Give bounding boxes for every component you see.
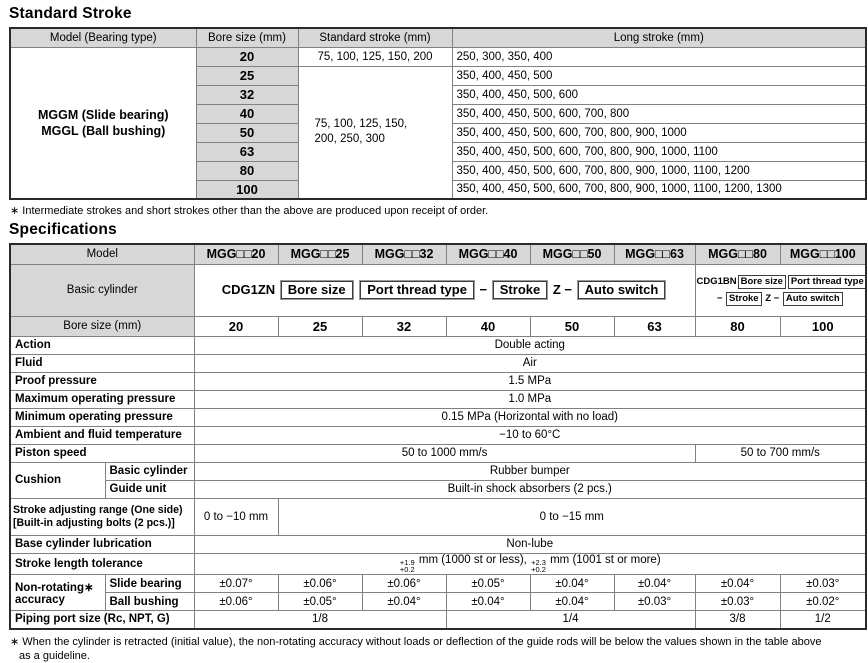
spec-sublabel-cushion-basic: Basic cylinder <box>105 462 194 480</box>
spec-label-model: Model <box>10 244 194 264</box>
tolerance-mid: mm (1000 st or less), <box>418 553 527 566</box>
spec-label-tolerance: Stroke length tolerance <box>10 553 194 575</box>
accuracy-cell: ±0.04° <box>695 575 780 593</box>
spec-row-tolerance <box>10 553 866 575</box>
order-dash: − <box>479 282 488 297</box>
col-header-model: Model (Bearing type) <box>10 28 196 47</box>
standard-stroke-line1: 75, 100, 125, 150, <box>314 118 408 131</box>
model-header-cell: MGG□□40 <box>446 244 530 264</box>
spec-basic-cylinder-row <box>10 264 866 316</box>
long-stroke-cell: 350, 400, 450, 500, 600, 700, 800, 900, 1000, 1100, 1200, 1300 <box>452 180 866 199</box>
spec-label-fluid: Fluid <box>10 354 194 372</box>
bore-value-cell: 40 <box>446 316 530 336</box>
tolerance-stack-2 <box>531 559 546 575</box>
order-z-dash-small: Z − <box>765 293 780 304</box>
spec-value-lubrication: Non-lube <box>194 535 866 553</box>
long-stroke-cell: 350, 400, 450, 500, 600, 700, 800 <box>452 104 866 123</box>
spec-value-fluid: Air <box>194 354 866 372</box>
spec-row-fluid <box>10 354 866 372</box>
col-header-bore-size: Bore size (mm) <box>196 28 298 47</box>
model-header-cell: MGG□□32 <box>362 244 446 264</box>
model-header-cell: MGG□□50 <box>530 244 614 264</box>
bore-cell: 100 <box>196 180 298 199</box>
spec-label-piping: Piping port size (Rc, NPT, G) <box>10 611 194 629</box>
tolerance-sub-2: +0.2 <box>531 565 546 575</box>
standard-stroke-20-cell: 75, 100, 125, 150, 200 <box>298 47 452 66</box>
accuracy-cell: ±0.02° <box>780 593 866 611</box>
spec-label-proof-pressure: Proof pressure <box>10 372 194 390</box>
accuracy-cell: ±0.04° <box>530 575 614 593</box>
standard-stroke-25-100-cell <box>298 66 452 199</box>
accuracy-cell: ±0.04° <box>614 575 695 593</box>
bore-cell: 32 <box>196 85 298 104</box>
order-prefix: CDG1ZN <box>221 282 276 297</box>
bore-cell: 20 <box>196 47 298 66</box>
bore-value-cell: 80 <box>695 316 780 336</box>
model-bearing-type-cell <box>10 47 196 199</box>
standard-stroke-title: Standard Stroke <box>9 5 132 22</box>
accuracy-cell: ±0.04° <box>362 593 446 611</box>
order-example-cdg1zn <box>194 264 695 316</box>
spec-value-action: Double acting <box>194 336 866 354</box>
spec-row-temperature <box>10 426 866 444</box>
order-box-auto-switch: Auto switch <box>578 281 666 299</box>
spec-value-cushion-guide: Built-in shock absorbers (2 pcs.) <box>194 480 866 498</box>
non-rotating-footnote <box>10 635 868 663</box>
accuracy-cell: ±0.03° <box>614 593 695 611</box>
order-box-stroke-small: Stroke <box>726 292 762 306</box>
bore-value-cell: 63 <box>614 316 695 336</box>
order-box-stroke: Stroke <box>493 281 547 299</box>
bore-cell: 63 <box>196 142 298 161</box>
accuracy-cell: ±0.04° <box>446 593 530 611</box>
spec-label-bore-size: Bore size (mm) <box>10 316 194 336</box>
spec-value-tolerance <box>194 553 866 575</box>
long-stroke-cell: 250, 300, 350, 400 <box>452 47 866 66</box>
spec-value-stroke-adjust-20: 0 to −10 mm <box>194 498 278 535</box>
bore-cell: 25 <box>196 66 298 85</box>
bore-cell: 80 <box>196 161 298 180</box>
spec-label-basic-cylinder: Basic cylinder <box>10 264 194 316</box>
bore-cell: 50 <box>196 123 298 142</box>
order-prefix-small: CDG1BN <box>696 276 737 287</box>
tolerance-sub-1: +0.2 <box>399 565 415 575</box>
col-header-standard-stroke: Standard stroke (mm) <box>298 28 452 47</box>
long-stroke-cell: 350, 400, 450, 500, 600 <box>452 85 866 104</box>
footnote-line1: ∗ When the cylinder is retracted (initial value), the non-rotating accuracy without loads or deflection of the guide rods will be below the values shown in the table above <box>10 635 822 648</box>
spec-row-piston-speed <box>10 444 866 462</box>
accuracy-cell: ±0.05° <box>278 593 362 611</box>
piping-cell: 1/2 <box>780 611 866 629</box>
accuracy-cell: ±0.06° <box>362 575 446 593</box>
spec-sublabel-slide-bearing: Slide bearing <box>105 575 194 593</box>
accuracy-cell: ±0.03° <box>780 575 866 593</box>
order-z-dash: Z − <box>552 282 573 297</box>
accuracy-cell: ±0.04° <box>530 593 614 611</box>
spec-value-temperature: −10 to 60°C <box>194 426 866 444</box>
accuracy-cell: ±0.06° <box>194 593 278 611</box>
non-rotating-label-line1: Non-rotating∗ <box>15 581 94 594</box>
order-dash-small: − <box>716 293 723 304</box>
standard-stroke-table <box>9 27 867 200</box>
spec-label-non-rotating <box>10 575 105 611</box>
piping-cell: 3/8 <box>695 611 780 629</box>
model-header-cell: MGG□□63 <box>614 244 695 264</box>
order-box-port-thread-type-small: Port thread type <box>788 275 866 289</box>
bore-value-cell: 32 <box>362 316 446 336</box>
accuracy-cell: ±0.03° <box>695 593 780 611</box>
spec-label-lubrication: Base cylinder lubrication <box>10 535 194 553</box>
model-mggm: MGGM (Slide bearing) <box>37 107 169 122</box>
model-mggl: MGGL (Ball bushing) <box>41 123 166 138</box>
spec-value-piston-speed-small-bores: 50 to 1000 mm/s <box>194 444 695 462</box>
model-header-cell: MGG□□100 <box>780 244 866 264</box>
bore-value-cell: 100 <box>780 316 866 336</box>
specifications-title: Specifications <box>9 221 117 238</box>
order-box-bore-size: Bore size <box>281 281 353 299</box>
bore-value-cell: 20 <box>194 316 278 336</box>
spec-label-temperature: Ambient and fluid temperature <box>10 426 194 444</box>
stroke-adjust-label-line1: Stroke adjusting range (One side) <box>13 504 183 516</box>
spec-model-row <box>10 244 866 264</box>
long-stroke-cell: 350, 400, 450, 500, 600, 700, 800, 900, 1000, 1100, 1200 <box>452 161 866 180</box>
tolerance-sup-1: +1.9 <box>399 557 415 567</box>
bore-value-cell: 25 <box>278 316 362 336</box>
spec-label-piston-speed: Piston speed <box>10 444 194 462</box>
tolerance-sup-2: +2.3 <box>531 557 546 567</box>
model-header-cell: MGG□□25 <box>278 244 362 264</box>
long-stroke-cell: 350, 400, 450, 500, 600, 700, 800, 900, 1000 <box>452 123 866 142</box>
accuracy-cell: ±0.05° <box>446 575 530 593</box>
spec-value-min-pressure: 0.15 MPa (Horizontal with no load) <box>194 408 866 426</box>
spec-row-proof-pressure <box>10 372 866 390</box>
model-header-cell: MGG□□20 <box>194 244 278 264</box>
tolerance-tail: mm (1001 st or more) <box>550 553 661 566</box>
col-header-long-stroke: Long stroke (mm) <box>452 28 866 47</box>
spec-sublabel-cushion-guide: Guide unit <box>105 480 194 498</box>
stroke-adjust-label-line2: [Built-in adjusting bolts (2 pcs.)] <box>13 516 175 529</box>
spec-row-stroke-adjust <box>10 498 866 535</box>
standard-stroke-header-row <box>10 28 866 47</box>
tolerance-stack-1 <box>400 559 415 575</box>
order-line-1 <box>697 273 865 290</box>
long-stroke-cell: 350, 400, 450, 500 <box>452 66 866 85</box>
spec-row-max-pressure <box>10 390 866 408</box>
spec-row-piping <box>10 611 866 629</box>
spec-bore-row <box>10 316 866 336</box>
spec-label-min-pressure: Minimum operating pressure <box>10 408 194 426</box>
spec-label-action: Action <box>10 336 194 354</box>
spec-label-max-pressure: Maximum operating pressure <box>10 390 194 408</box>
spec-row-nonrotating-ball <box>10 593 866 611</box>
intermediate-stroke-note: ∗ Intermediate strokes and short strokes other than the above are produced upon receipt of order. <box>10 205 489 217</box>
spec-row-min-pressure <box>10 408 866 426</box>
spec-row-lubrication <box>10 535 866 553</box>
spec-row-nonrotating-slide <box>10 575 866 593</box>
bore-cell: 40 <box>196 104 298 123</box>
long-stroke-cell: 350, 400, 450, 500, 600, 700, 800, 900, 1000, 1100 <box>452 142 866 161</box>
order-box-auto-switch-small: Auto switch <box>783 292 843 306</box>
piping-cell: 1/4 <box>446 611 695 629</box>
spec-label-cushion: Cushion <box>10 462 105 498</box>
footnote-line2: as a guideline. <box>19 649 90 662</box>
order-box-port-thread-type: Port thread type <box>360 281 474 299</box>
spec-value-max-pressure: 1.0 MPa <box>194 390 866 408</box>
order-box-bore-size-small: Bore size <box>738 275 786 289</box>
order-line-2 <box>697 290 865 307</box>
spec-value-piston-speed-large-bores: 50 to 700 mm/s <box>695 444 866 462</box>
spec-row-cushion-basic <box>10 462 866 480</box>
spec-label-stroke-adjust <box>10 498 194 535</box>
spec-sublabel-ball-bushing: Ball bushing <box>105 593 194 611</box>
piping-cell: 1/8 <box>194 611 446 629</box>
order-example-cdg1bn <box>695 264 866 316</box>
standard-stroke-line2: 200, 250, 300 <box>314 133 385 146</box>
spec-value-cushion-basic: Rubber bumper <box>194 462 866 480</box>
spec-value-proof-pressure: 1.5 MPa <box>194 372 866 390</box>
spec-row-cushion-guide <box>10 480 866 498</box>
spec-row-action <box>10 336 866 354</box>
table-row <box>10 47 866 66</box>
specifications-table <box>9 243 867 630</box>
accuracy-cell: ±0.06° <box>278 575 362 593</box>
spec-value-stroke-adjust-25-100: 0 to −15 mm <box>278 498 866 535</box>
accuracy-cell: ±0.07° <box>194 575 278 593</box>
bore-value-cell: 50 <box>530 316 614 336</box>
non-rotating-label-line2: accuracy <box>15 593 65 606</box>
model-header-cell: MGG□□80 <box>695 244 780 264</box>
